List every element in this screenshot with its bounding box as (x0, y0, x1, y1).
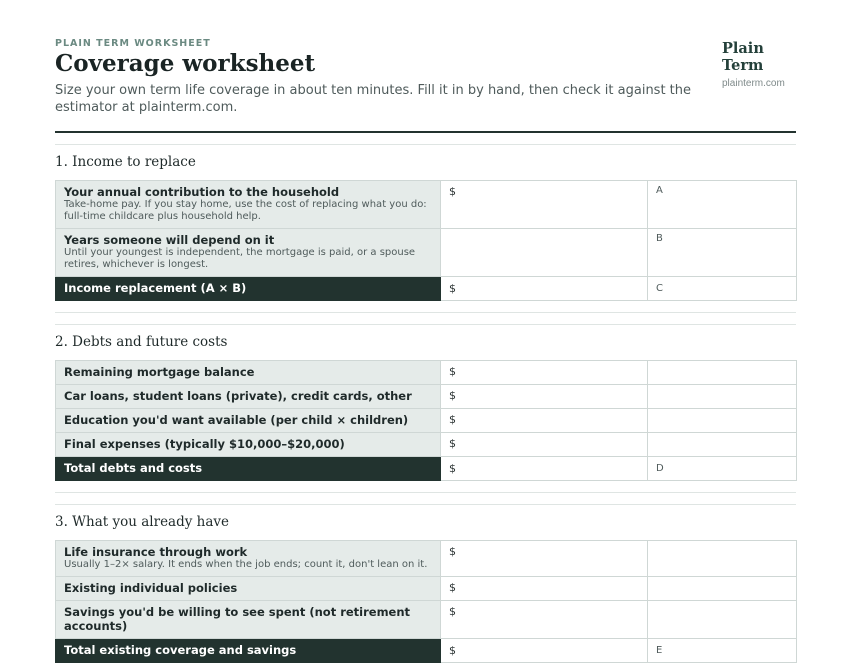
amount-field[interactable] (441, 639, 648, 663)
worksheet-table (55, 360, 797, 481)
table-row (56, 541, 797, 577)
amount-field[interactable] (441, 277, 648, 301)
row-label: Total debts and costs (64, 461, 203, 475)
currency-prefix: $ (449, 282, 456, 295)
page-subtitle: Size your own term life coverage in about ten minutes. Fill it in by hand, then check it against the estimator at plainterm.com. (55, 83, 692, 115)
worksheet-page (55, 38, 796, 663)
line-code: B (656, 233, 663, 244)
total-row (56, 639, 797, 663)
currency-prefix: $ (449, 581, 456, 594)
currency-prefix: $ (449, 413, 456, 426)
row-label-cell (56, 361, 441, 385)
brand-name: Plain Term (722, 40, 764, 74)
worksheet-table (55, 540, 797, 663)
page-title: Coverage worksheet (55, 50, 316, 77)
amount-field[interactable] (441, 409, 648, 433)
worksheet-table (55, 180, 797, 301)
row-label: Life insurance through work (64, 545, 248, 559)
row-label-cell (56, 433, 441, 457)
line-code-cell (648, 385, 797, 409)
currency-prefix: $ (449, 365, 456, 378)
section-title: 3. What you already have (55, 514, 230, 530)
table-row (56, 361, 797, 385)
line-code-cell (648, 457, 797, 481)
eyebrow-label: PLAIN TERM WORKSHEET (55, 38, 211, 49)
table-row (56, 181, 797, 229)
section-end-divider (55, 492, 796, 493)
header-divider (55, 131, 796, 133)
row-label-cell (56, 541, 441, 577)
amount-field[interactable] (441, 181, 648, 229)
row-label-cell (56, 409, 441, 433)
row-note: Take-home pay. If you stay home, use the cost of replacing what you do: full-time childcare plus household help. (64, 199, 427, 222)
line-code-cell (648, 229, 797, 277)
line-code-cell (648, 639, 797, 663)
line-code: C (656, 283, 663, 294)
brand-block (722, 40, 796, 89)
section-divider (55, 324, 796, 325)
line-code-cell (648, 277, 797, 301)
worksheet-sections (55, 144, 796, 663)
row-label: Savings you'd be willing to see spent (not retirement accounts) (64, 605, 411, 633)
amount-field[interactable] (441, 541, 648, 577)
row-label: Car loans, student loans (private), credit cards, other (64, 389, 412, 403)
table-row (56, 409, 797, 433)
amount-field[interactable] (441, 361, 648, 385)
line-code: D (656, 463, 664, 474)
line-code-cell (648, 577, 797, 601)
row-label-cell (56, 277, 441, 301)
row-label-cell (56, 639, 441, 663)
currency-prefix: $ (449, 545, 456, 558)
amount-field[interactable] (441, 229, 648, 277)
row-label-cell (56, 577, 441, 601)
table-row (56, 229, 797, 277)
row-note: Usually 1–2× salary. It ends when the job ends; count it, don't lean on it. (64, 559, 428, 570)
amount-field[interactable] (441, 601, 648, 639)
row-label-cell (56, 385, 441, 409)
header (55, 38, 796, 116)
total-row (56, 457, 797, 481)
line-code-cell (648, 181, 797, 229)
row-label-cell (56, 181, 441, 229)
amount-field[interactable] (441, 457, 648, 481)
table-row (56, 385, 797, 409)
row-label-cell (56, 457, 441, 481)
amount-field[interactable] (441, 385, 648, 409)
line-code-cell (648, 361, 797, 385)
section-title: 1. Income to replace (55, 154, 196, 170)
line-code-cell (648, 409, 797, 433)
section-title: 2. Debts and future costs (55, 334, 228, 350)
amount-field[interactable] (441, 433, 648, 457)
row-label: Your annual contribution to the household (64, 185, 340, 199)
row-label: Total existing coverage and savings (64, 643, 297, 657)
brand-url: plainterm.com (722, 78, 785, 89)
section-end-divider (55, 312, 796, 313)
row-label: Years someone will depend on it (64, 233, 275, 247)
row-label: Income replacement (A × B) (64, 281, 247, 295)
amount-field[interactable] (441, 577, 648, 601)
currency-prefix: $ (449, 462, 456, 475)
table-row (56, 577, 797, 601)
row-label: Final expenses (typically $10,000–$20,000) (64, 437, 345, 451)
line-code-cell (648, 601, 797, 639)
table-row (56, 601, 797, 639)
currency-prefix: $ (449, 389, 456, 402)
currency-prefix: $ (449, 185, 456, 198)
line-code-cell (648, 433, 797, 457)
section-divider (55, 144, 796, 145)
row-label: Existing individual policies (64, 581, 238, 595)
total-row (56, 277, 797, 301)
row-label: Education you'd want available (per child × children) (64, 413, 409, 427)
row-label-cell (56, 229, 441, 277)
currency-prefix: $ (449, 437, 456, 450)
row-label-cell (56, 601, 441, 639)
line-code: A (656, 185, 663, 196)
currency-prefix: $ (449, 605, 456, 618)
currency-prefix: $ (449, 644, 456, 657)
section-divider (55, 504, 796, 505)
line-code-cell (648, 541, 797, 577)
row-note: Until your youngest is independent, the mortgage is paid, or a spouse retires, whichever is longest. (64, 247, 416, 270)
line-code: E (656, 645, 663, 656)
table-row (56, 433, 797, 457)
row-label: Remaining mortgage balance (64, 365, 255, 379)
